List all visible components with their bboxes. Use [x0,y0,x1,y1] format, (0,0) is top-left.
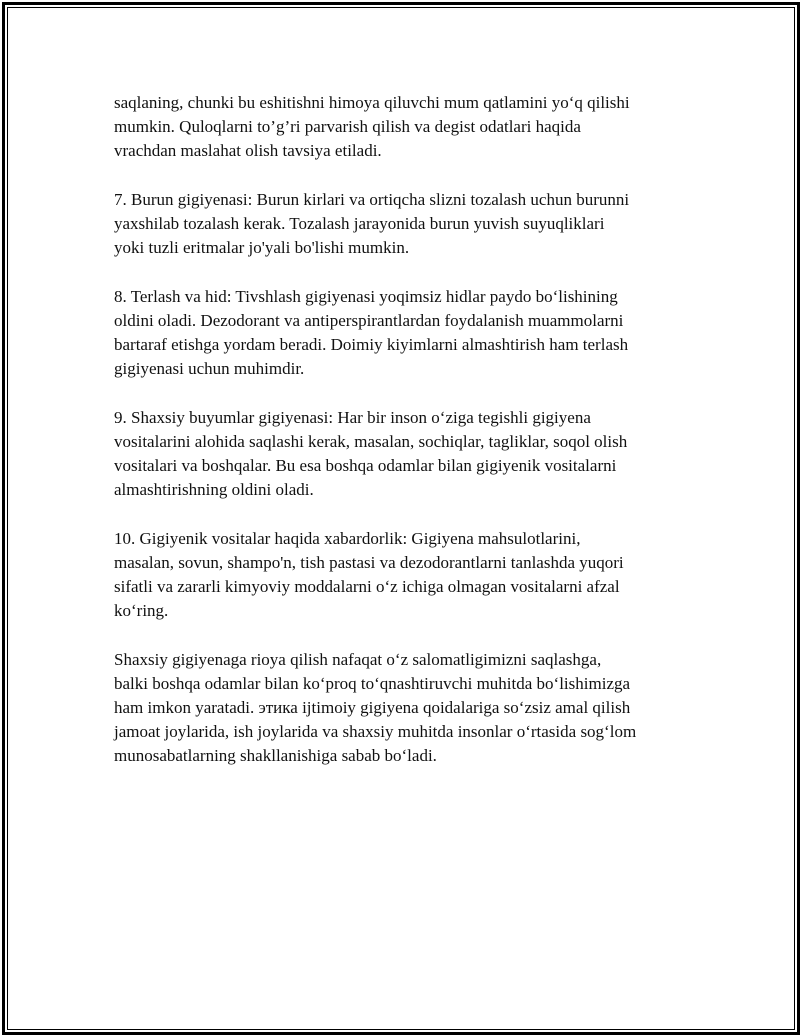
text-line: balki boshqa odamlar bilan ko‘proq to‘qnashtiruvchi muhitda bo‘lishimizga [114,673,631,693]
text-line: jamoat joylarida, ish joylarida va shaxsiy muhitda insonlar o‘rtasida sog‘lom [114,722,637,742]
text-line: sifatli va zararli kimyoviy moddalarni o‘z ichiga olmagan vositalarni afzal [114,577,620,596]
document-body [114,91,694,793]
text-line: mumkin. Quloqlarni to’g’ri parvarish qilish va degist odatlari haqida [114,117,581,137]
paragraph-ear-hygiene-end [114,91,694,164]
text-line: yaxshilab tozalash kerak. Tozalash jarayonida burun yuvish suyuqliklari [114,214,605,233]
text-line: yoki tuzli eritmalar jo'yali bo'lishi mumkin. [114,238,410,258]
text-line: vositalari va boshqalar. Bu esa boshqa odamlar bilan gigiyenik vositalarni [114,456,617,475]
text-line: almashtirishning oldini oladi. [114,480,314,500]
paragraph-hygiene-products [114,527,694,624]
text-line: 9. Shaxsiy buyumlar gigiyenasi: Har bir inson o‘ziga tegishli gigiyena [114,407,591,427]
text-line: oldini oladi. Dezodorant va antiperspirantlardan foydalanish muammolarni [114,310,624,330]
text-line: masalan, sovun, shampo'n, tish pastasi va dezodorantlarni tanlashda yuqori [114,552,624,572]
paragraph-conclusion [114,648,694,769]
text-line: munosabatlarning shakllanishiga sabab bo‘ladi. [114,746,437,766]
text-line: vrachdan maslahat olish tavsiya etiladi. [114,141,382,161]
text-line: vositalarini alohida saqlashi kerak, masalan, sochiqlar, tagliklar, soqol olish [114,431,628,451]
text-line: 7. Burun gigiyenasi: Burun kirlari va ortiqcha slizni tozalash uchun burunni [114,189,630,209]
text-line: saqlaning, chunki bu eshitishni himoya qiluvchi mum qatlamini yo‘q qilishi [114,93,630,112]
text-line: bartaraf etishga yordam beradi. Doimiy kiyimlarni almashtirish ham terlash [114,335,629,354]
paragraph-sweat-odor [114,285,694,382]
text-line: 10. Gigiyenik vositalar haqida xabardorlik: Gigiyena mahsulotlarini, [114,528,581,548]
text-line: ham imkon yaratadi. этика ijtimoiy gigiyena qoidalariga so‘zsiz amal qilish [114,698,631,717]
paragraph-nose-hygiene [114,188,694,261]
text-line: 8. Terlash va hid: Tivshlash gigiyenasi yoqimsiz hidlar paydo bo‘lishining [114,286,618,306]
paragraph-personal-items [114,406,694,503]
text-line: Shaxsiy gigiyenaga rioya qilish nafaqat o‘z salomatligimizni saqlashga, [114,649,602,669]
text-line: ko‘ring. [114,601,169,621]
text-line: gigiyenasi uchun muhimdir. [114,359,305,379]
